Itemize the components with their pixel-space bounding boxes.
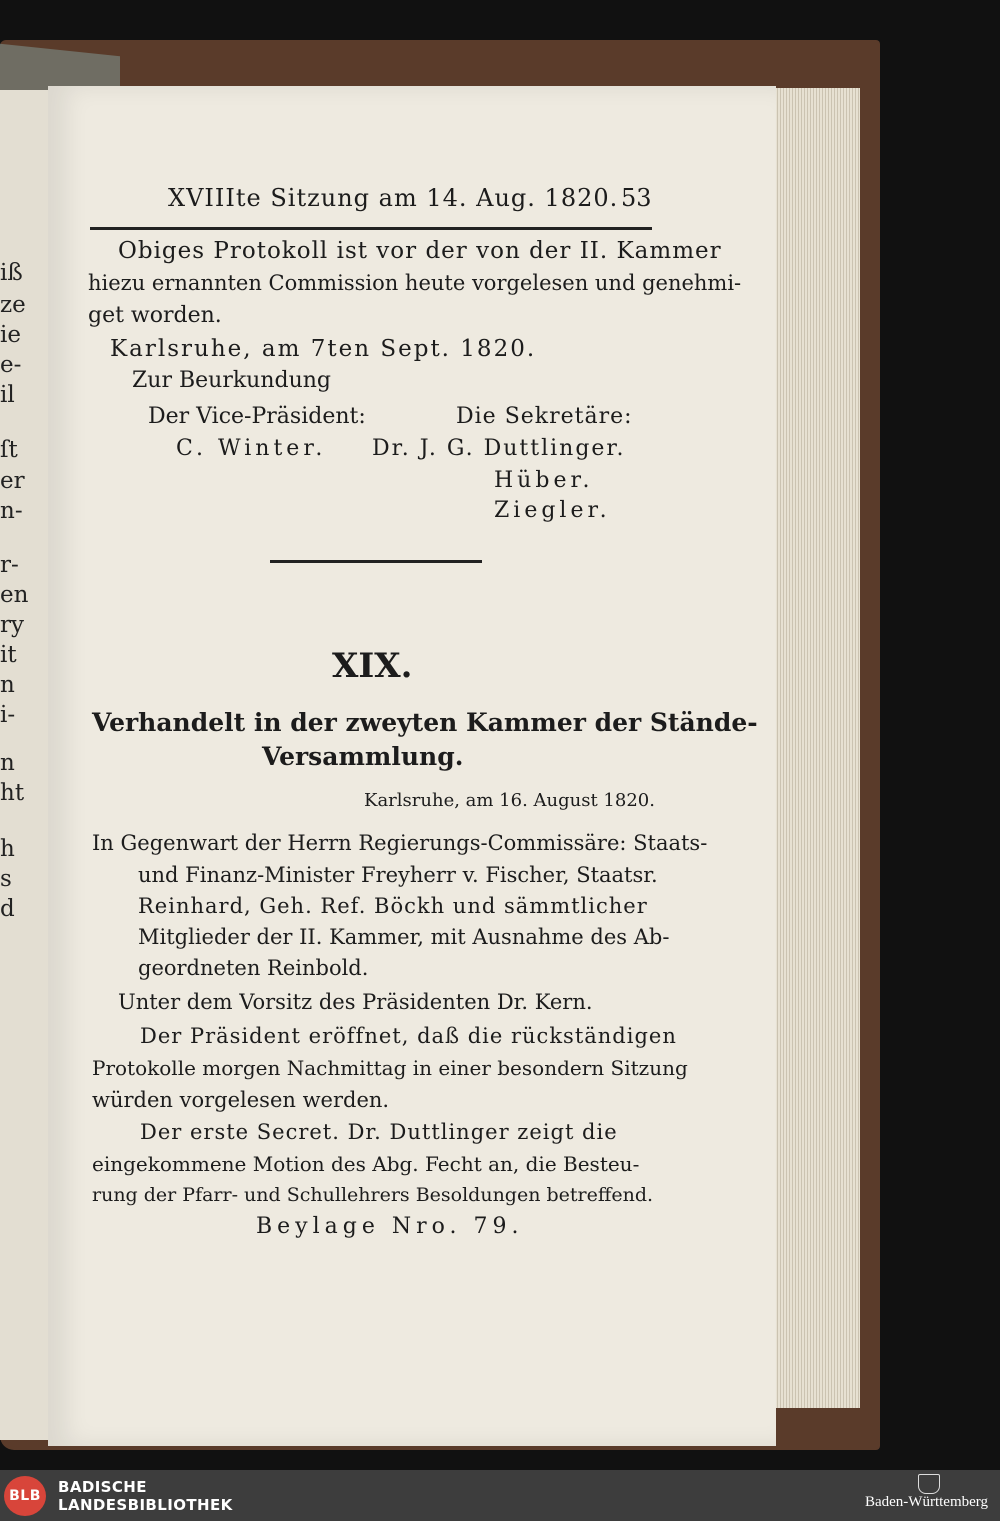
vice-president-label: Der Vice-Präsident:: [148, 404, 366, 429]
left-page-fragment: it: [0, 642, 17, 668]
left-page-fragment: i-: [0, 702, 16, 728]
left-page-fragment: e-: [0, 352, 22, 378]
left-page-fragment: ie: [0, 322, 21, 348]
library-footer-bar: [0, 1470, 1000, 1521]
left-page-fragment: n: [0, 672, 15, 698]
presence-line-5: geordneten Reinbold.: [138, 956, 369, 980]
para2-line-2: Protokolle morgen Nachmittag in einer besondern Sitzung: [92, 1056, 688, 1080]
blb-logo[interactable]: BLB: [4, 1476, 46, 1516]
header-rule: [90, 227, 652, 230]
place-date: Karlsruhe, am 7ten Sept. 1820.: [110, 336, 537, 362]
vice-president-name: C. Winter.: [176, 436, 327, 461]
section-number: XIX.: [332, 646, 413, 686]
secretary-3: Ziegler.: [494, 498, 611, 523]
section-title-line-2: Versammlung.: [262, 742, 464, 771]
left-page-fragment: il: [0, 382, 15, 408]
left-page-fragment: ht: [0, 780, 25, 806]
page-number: 53: [621, 184, 652, 212]
para1-line-1: Obiges Protokoll ist vor der von der II. Kammer: [118, 238, 722, 264]
secretaries-label: Die Sekretäre:: [456, 404, 633, 429]
para2-line-3: würden vorgelesen werden.: [92, 1088, 390, 1112]
running-head: XVIIIte Sitzung am 14. Aug. 1820.: [168, 184, 619, 212]
secretary-2: Hüber.: [494, 468, 594, 493]
para2-line-1: Der Präsident eröffnet, daß die rückständigen: [140, 1024, 677, 1048]
left-page-fragment: er: [0, 468, 25, 494]
left-page-fragment: h: [0, 836, 15, 862]
state-coat-of-arms-icon: [918, 1474, 940, 1494]
chair: Unter dem Vorsitz des Präsidenten Dr. Kern.: [118, 990, 593, 1014]
library-name-line-2: LANDESBIBLIOTHEK: [58, 1496, 233, 1514]
presence-line-1: In Gegenwart der Herrn Regierungs-Commissäre: Staats-: [92, 831, 708, 855]
presence-line-4: Mitglieder der II. Kammer, mit Ausnahme des Ab-: [138, 925, 670, 949]
catchline: Beylage Nro. 79.: [256, 1214, 524, 1239]
left-page-fragment: d: [0, 896, 15, 922]
attestation: Zur Beurkundung: [132, 368, 332, 393]
section-title-line-1: Verhandelt in der zweyten Kammer der Stände-: [92, 708, 758, 737]
para1-line-3: get worden.: [88, 303, 222, 328]
left-page-fragment: n: [0, 750, 15, 776]
para1-line-2: hiezu ernannten Commission heute vorgelesen und genehmi-: [88, 271, 742, 295]
para3-line-3: rung der Pfarr- und Schullehrers Besoldungen betreffend.: [92, 1184, 654, 1206]
section-divider: [270, 560, 482, 563]
section-dateline: Karlsruhe, am 16. August 1820.: [364, 790, 655, 811]
para3-line-2: eingekommene Motion des Abg. Fecht an, die Besteu-: [92, 1152, 640, 1176]
para3-line-1: Der erste Secret. Dr. Duttlinger zeigt die: [140, 1120, 618, 1144]
library-name-line-1: BADISCHE: [58, 1478, 147, 1496]
left-page-fragment: ze: [0, 292, 26, 318]
left-page-fragment: en: [0, 582, 29, 608]
left-page-fragment: n-: [0, 498, 23, 524]
left-page-fragment: ry: [0, 612, 24, 638]
left-page-fragment: iß: [0, 260, 23, 286]
presence-line-3: Reinhard, Geh. Ref. Böckh und sämmtlicher: [138, 894, 648, 918]
state-label[interactable]: Baden-Württemberg: [864, 1494, 988, 1510]
left-page-fragment: r-: [0, 552, 19, 578]
left-page-fragment: ſt: [0, 437, 18, 463]
left-page-fragment: s: [0, 866, 12, 892]
secretary-1: Dr. J. G. Duttlinger.: [372, 436, 626, 461]
presence-line-2: und Finanz-Minister Freyherr v. Fischer, Staatsr.: [138, 863, 658, 887]
right-page: [48, 86, 776, 1446]
